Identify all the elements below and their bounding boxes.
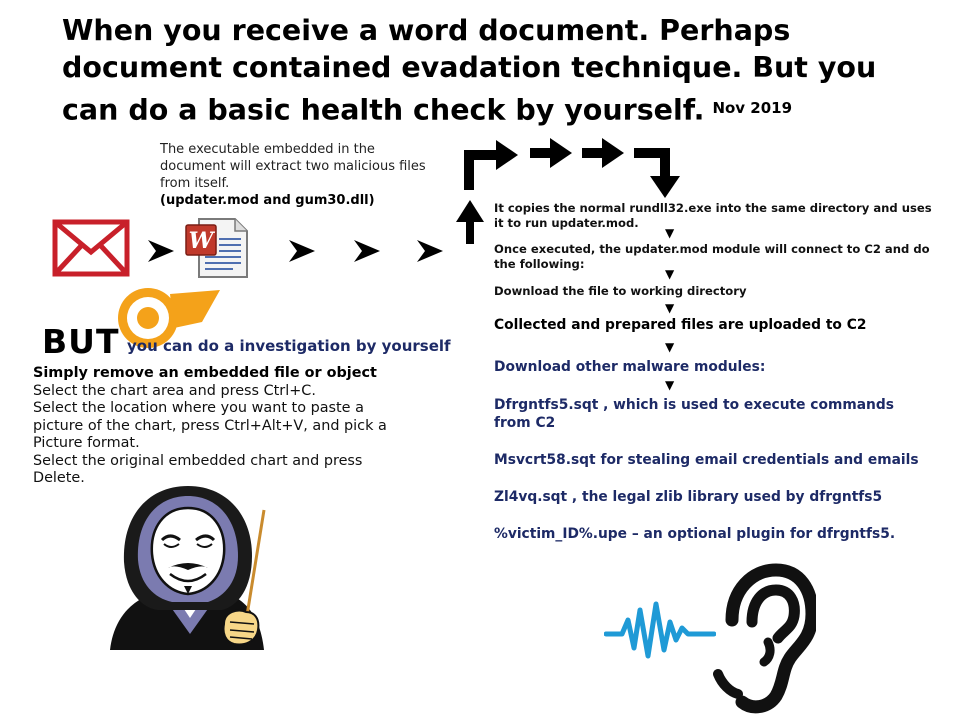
flow-copies (494, 201, 954, 231)
chevron-right-icon (289, 240, 315, 262)
step-line-1: Select the chart area and press Ctrl+C. (33, 382, 316, 399)
flow-msvcrt: Msvcrt58.sqt for stealing email credentials and emails (494, 452, 919, 468)
headline-line-1: When you receive a word document. Perhaps (62, 14, 791, 47)
step-line-4: Picture format. (33, 435, 140, 451)
chevron-right-icon (354, 240, 380, 262)
arrow-up-icon (456, 200, 484, 244)
flow-victim: %victim_ID%.upe – an optional plugin for dfrgntfs5. (494, 526, 896, 542)
masked-hacker-icon (104, 484, 274, 652)
flow-executed-line-1: Once executed, the updater.mod module will connect to C2 and do (494, 242, 930, 256)
date-label: Nov 2019 (712, 99, 793, 117)
flow-copies-line-1: It copies the normal rundll32.exe into the same directory and uses (494, 201, 932, 215)
flow-copies-line-2: it to run updater.mod. (494, 216, 639, 230)
svg-text:W: W (188, 228, 214, 254)
embed-note-line-2: document will extract two malicious files (160, 159, 426, 174)
arrow-elbow-right-down-icon (634, 148, 680, 198)
flow-collected: Collected and prepared files are uploaded to C2 (494, 317, 867, 333)
flow-modules: Download other malware modules: (494, 359, 766, 375)
chevron-right-icon (148, 240, 174, 262)
flow-executed-line-2: the following: (494, 257, 585, 271)
step-line-6: Delete. (33, 470, 85, 486)
headline-line-2: document contained evadation technique. But you (62, 51, 877, 84)
steps-block (33, 365, 413, 488)
embed-note-line-1: The executable embedded in the (160, 142, 375, 157)
flow-dfrgntfs-line-2: from C2 (494, 415, 556, 431)
listening-ear-icon (712, 562, 816, 714)
arrow-elbow-up-right-icon (464, 140, 518, 190)
but-tail: you can do a investigation by yourself (127, 337, 451, 355)
chevron-right-icon (417, 240, 443, 262)
down-arrow-icon: ▼ (665, 340, 675, 354)
arrow-right-icon (530, 138, 572, 168)
step-line-5: Select the original embedded chart and press (33, 452, 363, 469)
arrow-right-icon (582, 138, 624, 168)
down-arrow-icon: ▼ (665, 301, 675, 315)
sound-wave-icon (604, 598, 716, 662)
step-line-2: Select the location where you want to paste a (33, 400, 364, 416)
flow-download: Download the file to working directory (494, 284, 747, 298)
flow-executed (494, 242, 954, 272)
down-arrow-icon: ▼ (665, 226, 675, 240)
step-line-3: picture of the chart, press Ctrl+Alt+V, and pick a (33, 417, 387, 434)
flow-dfrgntfs-line-1: Dfrgntfs5.sqt , which is used to execute commands (494, 397, 894, 413)
embed-note-files: (updater.mod and gum30.dll) (160, 193, 375, 208)
embed-note-line-3: from itself. (160, 176, 230, 191)
steps-title: Simply remove an embedded file or object (33, 365, 377, 381)
down-arrow-icon: ▼ (665, 378, 675, 392)
headline-line-3-text: can do a basic health check by yourself. (62, 93, 705, 127)
flow-dfrgntfs (494, 396, 954, 432)
down-arrow-icon: ▼ (665, 267, 675, 281)
flow-zl4vq: Zl4vq.sqt , the legal zlib library used by dfrgntfs5 (494, 489, 883, 505)
but-word: BUT (42, 322, 120, 361)
